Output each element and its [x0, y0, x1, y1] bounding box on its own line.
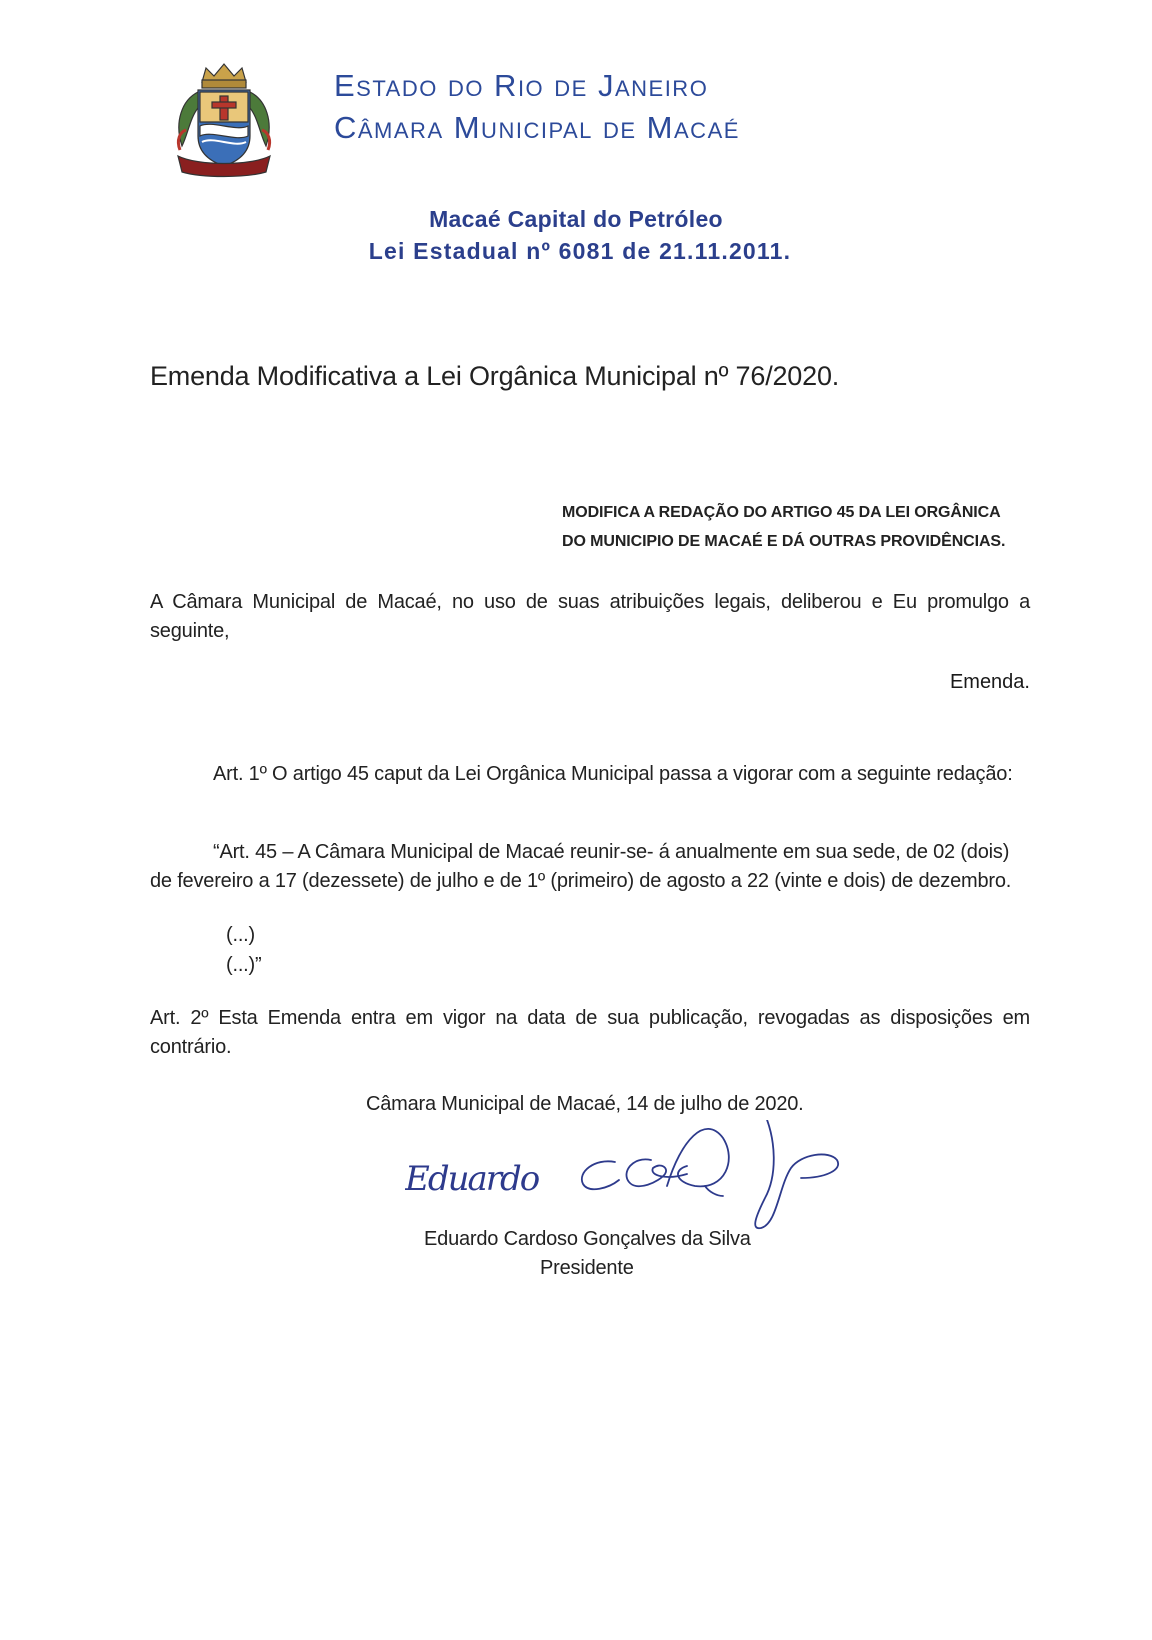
- article-45-quote-line-2: de fevereiro a 17 (dezessete) de julho e de 1º (primeiro) de agosto a 22 (vinte e dois) de dezembro.: [150, 870, 1012, 892]
- signer-name: Eduardo Cardoso Gonçalves da Silva: [424, 1228, 751, 1250]
- svg-text:Eduardo: Eduardo: [405, 1159, 539, 1199]
- article-2: Art. 2º Esta Emenda entra em vigor na data de sua publicação, revogadas as disposições em contrário.: [150, 1007, 1030, 1058]
- summary-line-2: DO MUNICIPIO DE MACAÉ E DÁ OUTRAS PROVIDÊNCIAS.: [562, 533, 1006, 550]
- article-45-quote-line-1: “Art. 45 – A Câmara Municipal de Macaé reunir-se- á anualmente em sua sede, de 02 (dois): [213, 841, 1010, 863]
- preamble-paragraph: A Câmara Municipal de Macaé, no uso de suas atribuições legais, deliberou e Eu promulgo a seguinte,: [150, 591, 1030, 642]
- summary-line-1: MODIFICA A REDAÇÃO DO ARTIGO 45 DA LEI ORGÂNICA: [562, 504, 1001, 521]
- header-state-title: Estado do Rio de Janeiro: [334, 68, 709, 103]
- document-title: Emenda Modificativa a Lei Orgânica Municipal nº 76/2020.: [150, 361, 840, 391]
- emenda-label: Emenda.: [949, 671, 1030, 693]
- signer-role: Presidente: [540, 1257, 634, 1279]
- document-summary: [562, 498, 1032, 556]
- header-chamber-title: Câmara Municipal de Macaé: [334, 110, 740, 145]
- ellipsis-1: (...): [226, 924, 255, 946]
- ellipsis-2: (...)”: [226, 954, 262, 976]
- slogan-line-2: Lei Estadual nº 6081 de 21.11.2011.: [368, 238, 792, 264]
- slogan-line-1: Macaé Capital do Petróleo: [429, 206, 723, 232]
- coat-of-arms-icon: [168, 60, 280, 178]
- date-line: Câmara Municipal de Macaé, 14 de julho de 2020.: [366, 1093, 804, 1115]
- article-1: Art. 1º O artigo 45 caput da Lei Orgânica Municipal passa a vigorar com a seguinte redação:: [213, 763, 1013, 785]
